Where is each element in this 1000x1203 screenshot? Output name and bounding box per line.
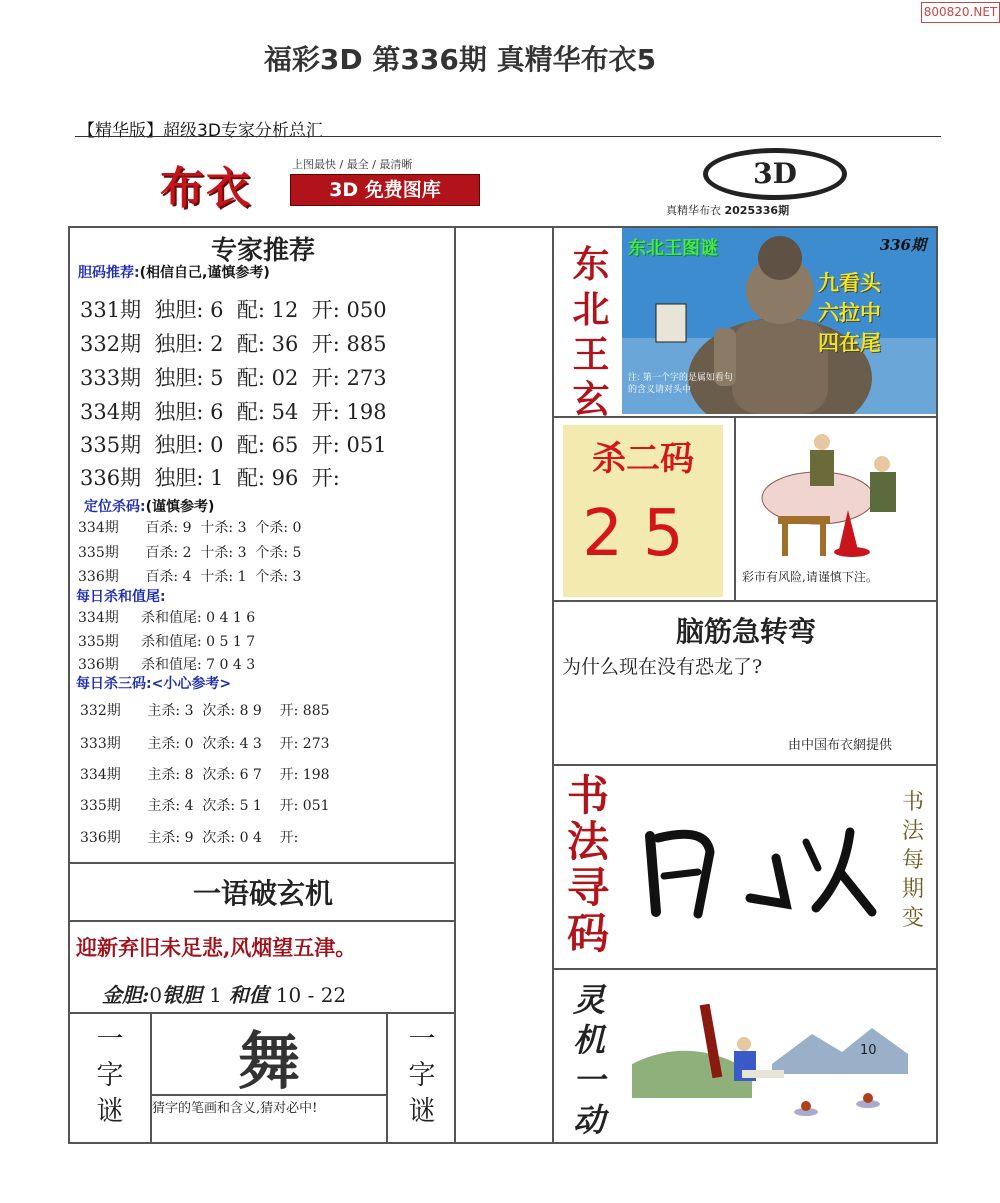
dan-row: 333期 独胆: 5 配: 02 开: 273 <box>80 366 387 390</box>
column-divider <box>734 416 736 600</box>
riddle-note: 猜字的笔画和含义,猜对必中! <box>152 1101 318 1116</box>
calligraphy-side-note: 书法每期变 <box>901 790 924 931</box>
sum-label: 和值 <box>228 983 269 1007</box>
expert-title: 专家推荐 <box>210 236 315 266</box>
brand-logo: 布衣 <box>160 163 252 214</box>
column-divider <box>552 226 554 1144</box>
three-row: 336期 主杀: 9 次杀: 0 4 开: <box>80 830 299 846</box>
page-title: 福彩3D 第336期 真精华布衣5 <box>263 43 657 76</box>
dongbei-vertical-title: 东北王玄 <box>572 242 610 421</box>
library-banner: 3D 免费图库 <box>290 174 480 206</box>
seal-caption <box>666 202 789 218</box>
painting-number: 10 <box>860 1043 877 1058</box>
buddha-image <box>622 228 936 414</box>
dan-row: 331期 独胆: 6 配: 12 开: 050 <box>80 298 387 322</box>
fisherman-painting-icon <box>632 994 912 1134</box>
three-row: 332期 主杀: 3 次杀: 8 9 开: 885 <box>80 703 330 719</box>
kill-two-box <box>563 425 723 597</box>
calligraphy-brush-icon <box>636 818 880 922</box>
gold-label: 金胆: <box>102 983 150 1007</box>
seal-caption-code: 2025336期 <box>724 204 790 217</box>
dan-row: 335期 独胆: 0 配: 65 开: 051 <box>80 433 387 457</box>
three-row: 335期 主杀: 4 次杀: 5 1 开: 051 <box>80 798 330 814</box>
row-divider <box>68 862 456 864</box>
row-divider <box>554 968 938 970</box>
pos-row: 336期 百杀: 4 十杀: 1 个杀: 3 <box>78 569 302 585</box>
seal-logo: 3D <box>703 148 847 200</box>
dongbei-banner: 东北王图谜 <box>628 238 718 259</box>
column-divider <box>386 1012 388 1144</box>
dan-heading <box>78 262 270 282</box>
sum-row: 335期 杀和值尾: 0 5 1 7 <box>78 634 256 650</box>
dan-row: 336期 独胆: 1 配: 96 开: <box>80 466 340 490</box>
row-divider <box>554 764 938 766</box>
pos-heading-note: (谨慎参考) <box>145 499 215 515</box>
seal-caption-text: 真精华布衣 <box>666 204 721 217</box>
brand-tagline: 上图最快 / 最全 / 最清晰 <box>292 158 413 171</box>
gold-value: 0 <box>149 983 163 1007</box>
kill-two-numbers: 25 <box>582 497 704 571</box>
subtitle-divider <box>75 136 941 137</box>
column-divider <box>454 226 456 1144</box>
sum-row: 334期 杀和值尾: 0 4 1 6 <box>78 610 256 626</box>
yiyu-poem: 迎新弃旧未足悲,风烟望五津。 <box>76 935 357 960</box>
site-watermark: 800820.NET <box>921 2 1000 23</box>
pos-row: 335期 百杀: 2 十杀: 3 个杀: 5 <box>78 545 302 561</box>
dan-heading-note: (相信自己,谨慎参考) <box>139 265 270 281</box>
slogan-line: 九看头 <box>818 271 881 295</box>
sum-value: 10 - 22 <box>275 983 347 1007</box>
dongbei-note: 注: 第一个字的是属如看句的含义请对头中 <box>628 373 733 395</box>
riddle-label-right: 一字谜 <box>408 1024 436 1127</box>
dongbei-issue: 336期 <box>879 236 926 254</box>
provider-credit: 由中国布衣網提供 <box>788 738 893 753</box>
column-divider <box>150 1012 152 1144</box>
sum-heading: 每日杀和值尾: <box>76 589 166 605</box>
sum-row: 336期 杀和值尾: 7 0 4 3 <box>78 657 256 673</box>
pos-row: 334期 百杀: 9 十杀: 3 个杀: 0 <box>78 520 302 536</box>
dan-heading-label: 胆码推荐: <box>78 265 140 281</box>
three-row: 334期 主杀: 8 次杀: 6 7 开: 198 <box>80 767 330 783</box>
riddle-char: 舞 <box>238 1025 301 1098</box>
butcher-illustration-icon <box>738 420 934 568</box>
riddle-label-left: 一字谜 <box>96 1024 124 1127</box>
three-heading: 每日杀三码:<小心参考> <box>76 676 232 692</box>
gold-silver-line <box>102 979 346 1008</box>
kill-two-title: 杀二码 <box>592 439 694 479</box>
silver-label: 银胆 <box>162 983 203 1007</box>
brain-teaser-title: 脑筋急转弯 <box>675 615 816 648</box>
dan-row: 334期 独胆: 6 配: 54 开: 198 <box>80 400 387 424</box>
three-row: 333期 主杀: 0 次杀: 4 3 开: 273 <box>80 736 330 752</box>
brain-teaser-question: 为什么现在没有恐龙了? <box>562 656 763 678</box>
silver-value: 1 <box>209 983 222 1007</box>
page-subtitle: 【精华版】超级3D专家分析总汇 <box>78 121 323 141</box>
calligraphy-vertical-title: 书法寻码 <box>566 771 609 958</box>
yiyu-title: 一语破玄机 <box>192 877 333 910</box>
pos-heading-label: 定位杀码: <box>84 499 146 515</box>
row-divider <box>68 920 456 922</box>
inspiration-vertical-title: 灵机一动 <box>572 981 605 1139</box>
slogan-line: 六拉中 <box>818 301 881 325</box>
dongbei-slogan <box>818 268 881 358</box>
dan-row: 332期 独胆: 2 配: 36 开: 885 <box>80 332 387 356</box>
row-divider <box>554 600 938 602</box>
pos-heading <box>84 496 214 516</box>
slogan-line: 四在尾 <box>818 331 881 355</box>
risk-warning: 彩市有风险,请谨慎下注。 <box>742 570 878 584</box>
